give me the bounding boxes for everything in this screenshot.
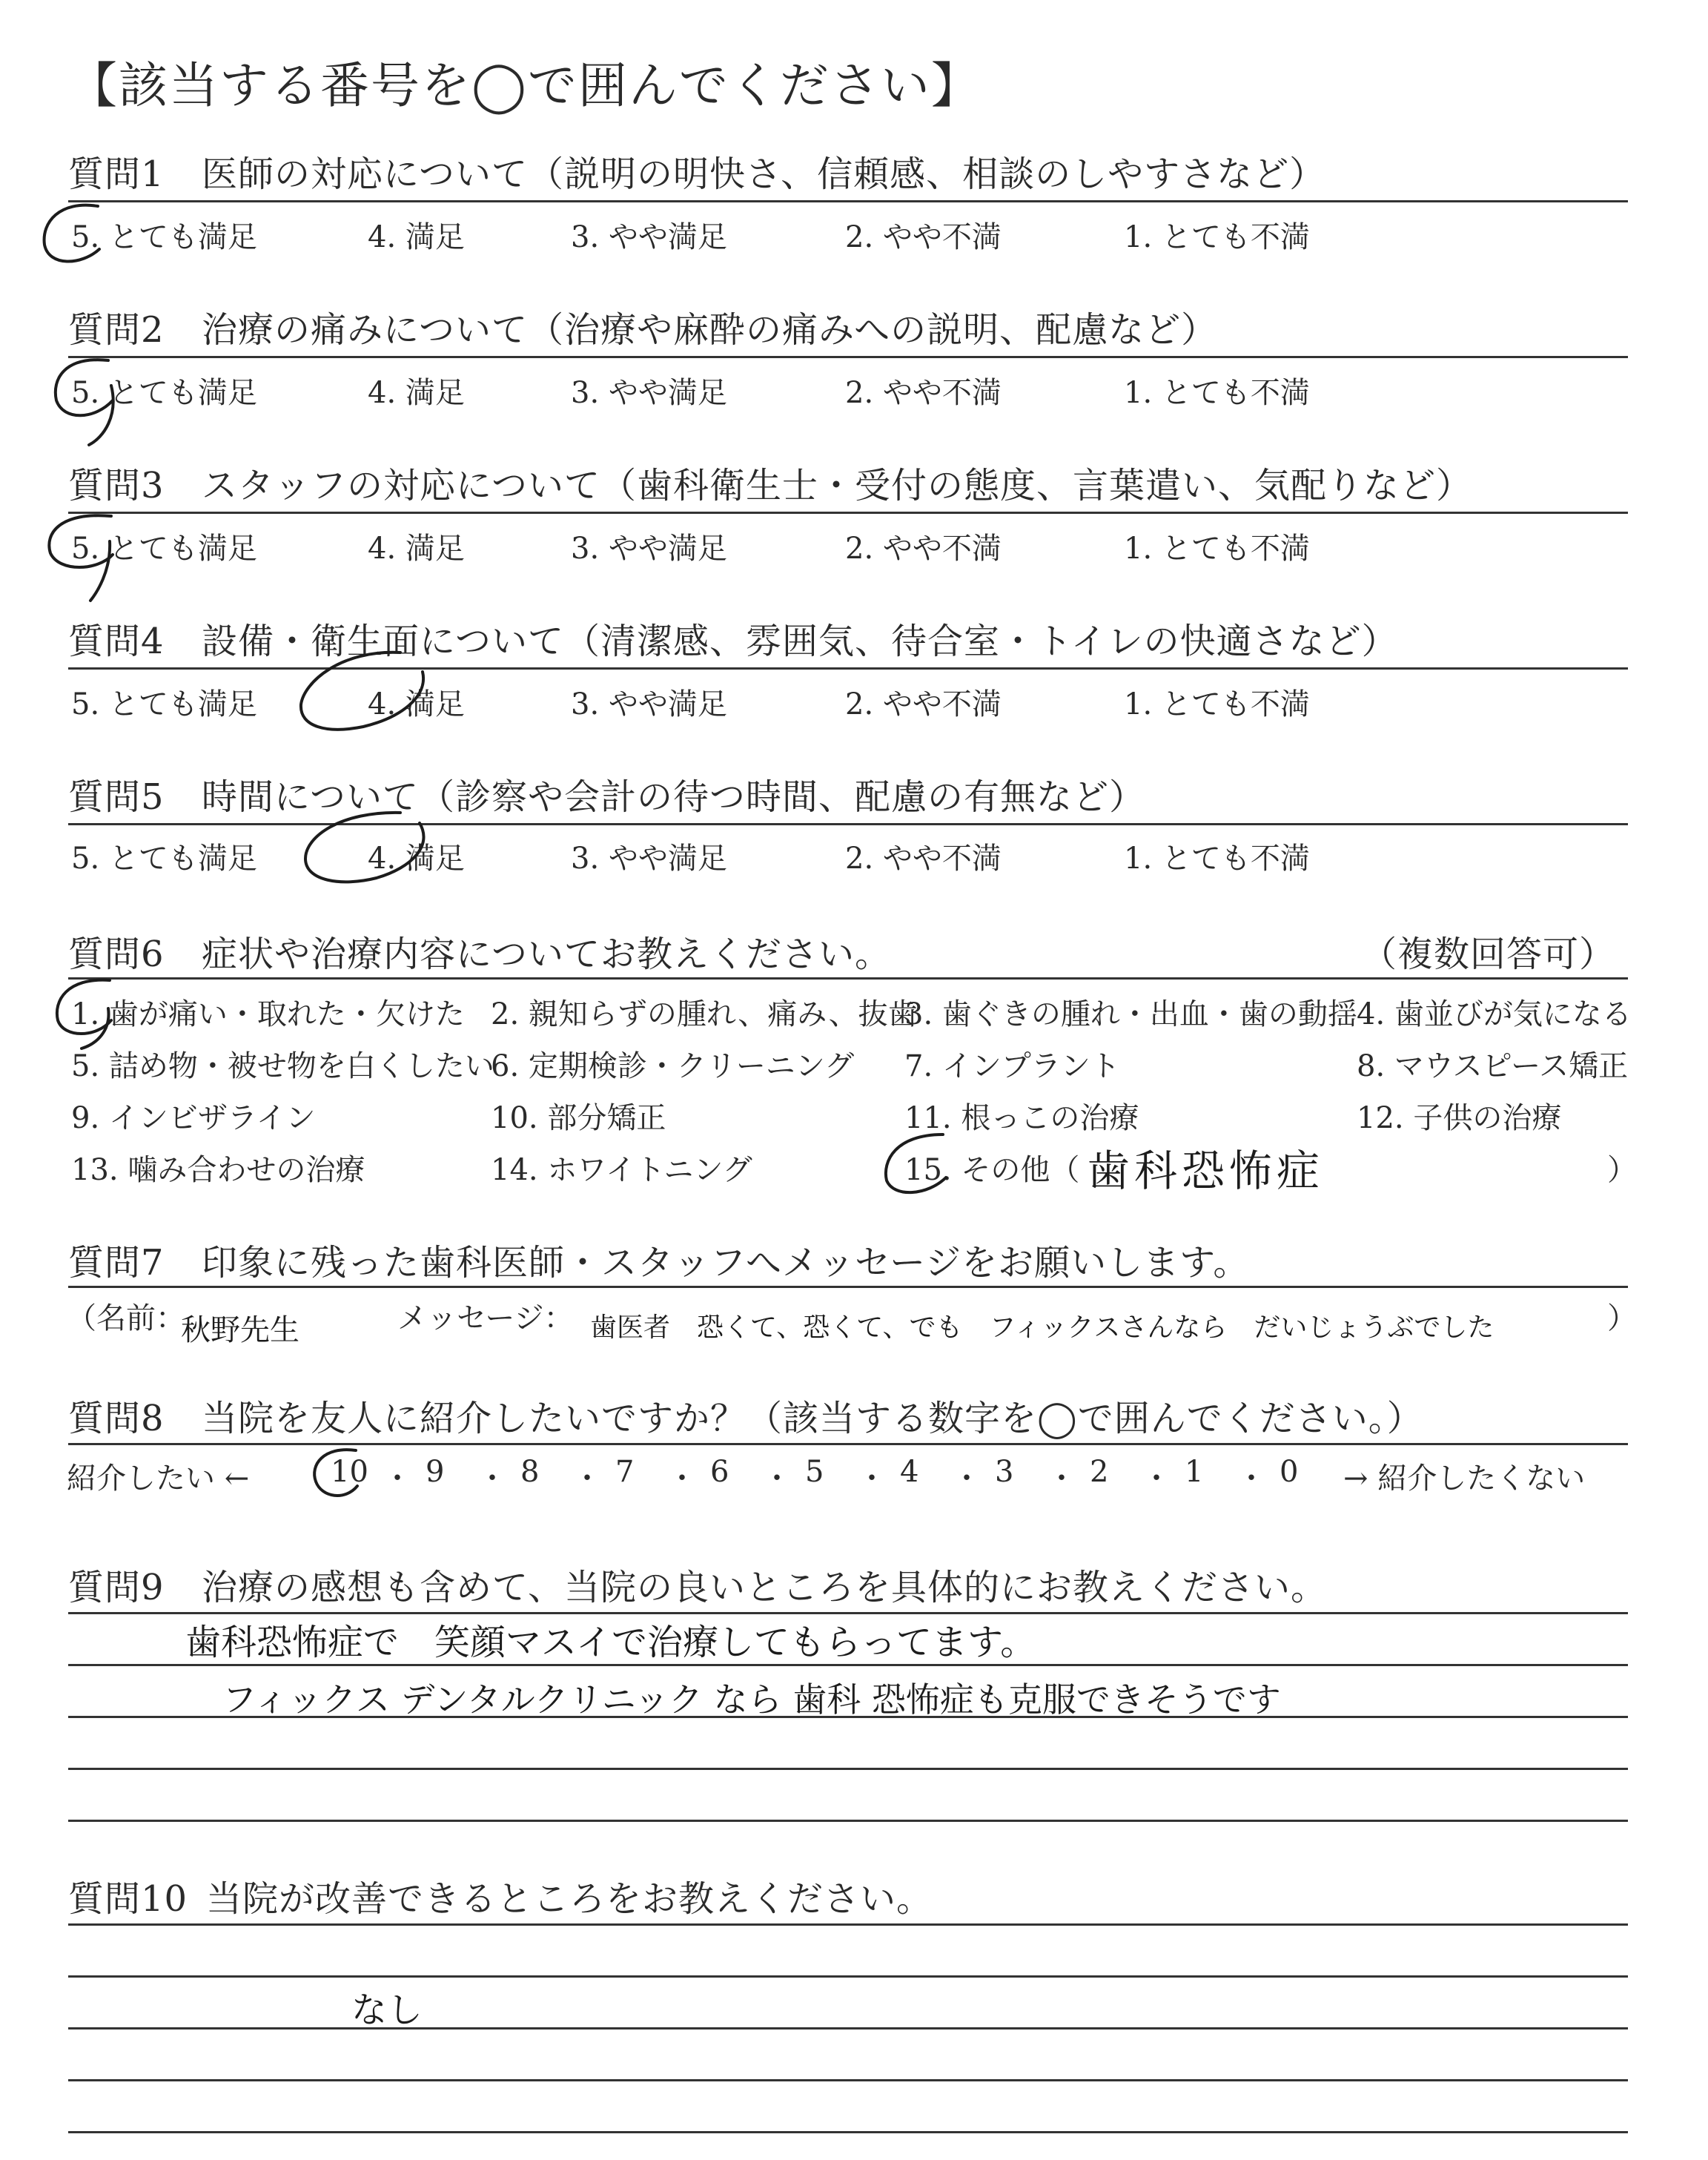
scale-separator-dot: ・ (762, 1462, 792, 1496)
question-label: 質問1 (68, 153, 165, 195)
scale-separator-dot: ・ (1237, 1462, 1266, 1496)
symptom-item[interactable]: 8. マウスピース矯正 (1357, 1049, 1629, 1083)
circle-mark-q6-item15 (886, 1135, 946, 1192)
answer-handwritten[interactable]: フィックス デンタルクリニック なら 歯科 恐怖症も克服できそうです (222, 1680, 1281, 1720)
question-text: 当院が改善できるところをお教えください。 (206, 1878, 933, 1920)
scale-value-1[interactable]: 1 (1185, 1455, 1204, 1489)
scale-value-6[interactable]: 6 (710, 1455, 729, 1489)
scale-left-label: 紹介したい ← (67, 1462, 250, 1496)
question-label: 質問5 (68, 776, 165, 818)
option-5[interactable]: 5. とても満足 (71, 376, 257, 410)
option-4[interactable]: 4. 満足 (368, 842, 465, 876)
scale-right-label: → 紹介したくない (1343, 1462, 1586, 1496)
symptom-item[interactable]: 14. ホワイトニング (491, 1153, 752, 1187)
question-label: 質問4 (68, 621, 165, 662)
question-label: 質問9 (68, 1567, 165, 1608)
symptom-item[interactable]: 13. 噛み合わせの治療 (71, 1153, 365, 1187)
scale-value-2[interactable]: 2 (1090, 1455, 1109, 1489)
close-paren: ） (1607, 1301, 1637, 1335)
option-5[interactable]: 5. とても満足 (71, 842, 257, 876)
question-label: 質問2 (68, 309, 165, 351)
option-1[interactable]: 1. とても不満 (1124, 532, 1310, 566)
circle-mark-q2 (56, 360, 113, 445)
option-5[interactable]: 5. とても満足 (71, 220, 257, 254)
answer-handwritten[interactable]: なし (351, 1989, 423, 2031)
symptom-item[interactable]: 11. 根っこの治療 (904, 1101, 1139, 1135)
scale-value-4[interactable]: 4 (900, 1455, 919, 1489)
scale-separator-dot: ・ (667, 1462, 697, 1496)
circle-mark-q1 (44, 205, 99, 262)
option-2[interactable]: 2. やや不満 (845, 376, 1002, 410)
question-text: 治療の痛みについて（治療や麻酔の痛みへの説明、配慮など） (202, 309, 1218, 351)
option-4[interactable]: 4. 満足 (368, 532, 465, 566)
symptom-item[interactable]: 4. 歯並びが気になる (1357, 997, 1632, 1031)
option-3[interactable]: 3. やや満足 (571, 842, 727, 876)
scale-separator-dot: ・ (477, 1462, 507, 1496)
circle-mark-q8-10 (314, 1450, 357, 1496)
question-text: 症状や治療内容についてお教えください。 (202, 934, 892, 975)
option-4[interactable]: 4. 満足 (368, 220, 465, 254)
scale-value-3[interactable]: 3 (995, 1455, 1014, 1489)
scale-value-9[interactable]: 9 (426, 1455, 445, 1489)
option-1[interactable]: 1. とても不満 (1124, 376, 1310, 410)
close-paren: ） (1607, 1153, 1637, 1187)
scale-separator-dot: ・ (572, 1462, 602, 1496)
scale-value-10[interactable]: 10 (331, 1455, 368, 1489)
circle-mark-q3 (49, 515, 113, 601)
symptom-item[interactable]: 3. 歯ぐきの腫れ・出血・歯の動揺 (904, 997, 1357, 1031)
symptom-item[interactable]: 6. 定期検診・クリーニング (491, 1049, 855, 1083)
option-5[interactable]: 5. とても満足 (71, 687, 257, 721)
scale-separator-dot: ・ (1142, 1462, 1171, 1496)
option-4[interactable]: 4. 満足 (368, 376, 465, 410)
symptom-item-other[interactable]: 15. その他（ (904, 1153, 1080, 1187)
question-label: 質問7 (68, 1242, 165, 1284)
circle-mark-q4 (301, 653, 423, 730)
answer-handwritten[interactable]: 歯科恐怖症で 笑顔マスイで治療してもらってます。 (185, 1622, 1036, 1663)
option-1[interactable]: 1. とても不満 (1124, 687, 1310, 721)
scale-separator-dot: ・ (857, 1462, 887, 1496)
option-2[interactable]: 2. やや不満 (845, 842, 1002, 876)
scale-separator-dot: ・ (1047, 1462, 1076, 1496)
circle-mark-q6-item1 (57, 980, 111, 1048)
question-text: 印象に残った歯科医師・スタッフへメッセージをお願いします。 (202, 1242, 1250, 1284)
option-3[interactable]: 3. やや満足 (571, 532, 727, 566)
question-text: 当院を友人に紹介したいですか？（該当する数字を◯で囲んでください。） (202, 1398, 1423, 1439)
scale-value-8[interactable]: 8 (520, 1455, 540, 1489)
option-2[interactable]: 2. やや不満 (845, 532, 1002, 566)
question-label: 質問6 (68, 934, 165, 975)
option-3[interactable]: 3. やや満足 (571, 220, 727, 254)
question-text: 医師の対応について（説明の明快さ、信頼感、相談のしやすさなど） (202, 153, 1326, 195)
scale-separator-dot: ・ (952, 1462, 982, 1496)
scale-value-0[interactable]: 0 (1280, 1455, 1299, 1489)
option-1[interactable]: 1. とても不満 (1124, 220, 1310, 254)
scale-value-7[interactable]: 7 (615, 1455, 635, 1489)
other-answer-handwritten[interactable]: 歯科恐怖症 (1087, 1146, 1325, 1196)
option-2[interactable]: 2. やや不満 (845, 220, 1002, 254)
scale-value-5[interactable]: 5 (805, 1455, 824, 1489)
symptom-item[interactable]: 12. 子供の治療 (1357, 1101, 1562, 1135)
question-label: 質問10 (68, 1878, 188, 1920)
question-text: スタッフの対応について（歯科衛生士・受付の態度、言葉遣い、気配りなど） (202, 465, 1473, 506)
name-label: （名前： (67, 1301, 185, 1335)
option-1[interactable]: 1. とても不満 (1124, 842, 1310, 876)
question-text: 設備・衛生面について（清潔感、雰囲気、待合室・トイレの快適さなど） (202, 621, 1398, 662)
message-value-handwritten[interactable]: 歯医者 恐くて、恐くて、でも フィックスさんなら だいじょうぶでした (590, 1312, 1494, 1343)
option-3[interactable]: 3. やや満足 (571, 376, 727, 410)
option-3[interactable]: 3. やや満足 (571, 687, 727, 721)
option-4[interactable]: 4. 満足 (368, 687, 465, 721)
symptom-item[interactable]: 9. インビザライン (71, 1101, 316, 1135)
symptom-item[interactable]: 2. 親知らずの腫れ、痛み、抜歯 (491, 997, 918, 1031)
symptom-item[interactable]: 10. 部分矯正 (491, 1101, 666, 1135)
question-text: 治療の感想も含めて、当院の良いところを具体的にお教えください。 (202, 1567, 1328, 1608)
question-text: 時間について（診察や会計の待つ時間、配慮の有無など） (202, 776, 1146, 818)
symptom-item[interactable]: 5. 詰め物・被せ物を白くしたい (71, 1049, 494, 1083)
name-value-handwritten[interactable]: 秋野先生 (181, 1313, 299, 1347)
circle-mark-q5 (305, 813, 423, 882)
symptom-item[interactable]: 1. 歯が痛い・取れた・欠けた (71, 997, 465, 1031)
multiple-answer-note: （複数回答可） (1361, 934, 1616, 975)
message-label: メッセージ： (397, 1301, 574, 1335)
question-label: 質問3 (68, 465, 165, 506)
option-5[interactable]: 5. とても満足 (71, 532, 257, 566)
page-title: 【該当する番号を◯で囲んでください】 (68, 57, 982, 114)
option-2[interactable]: 2. やや不満 (845, 687, 1002, 721)
scale-separator-dot: ・ (383, 1462, 412, 1496)
symptom-item[interactable]: 7. インプラント (904, 1049, 1120, 1083)
question-label: 質問8 (68, 1398, 165, 1439)
